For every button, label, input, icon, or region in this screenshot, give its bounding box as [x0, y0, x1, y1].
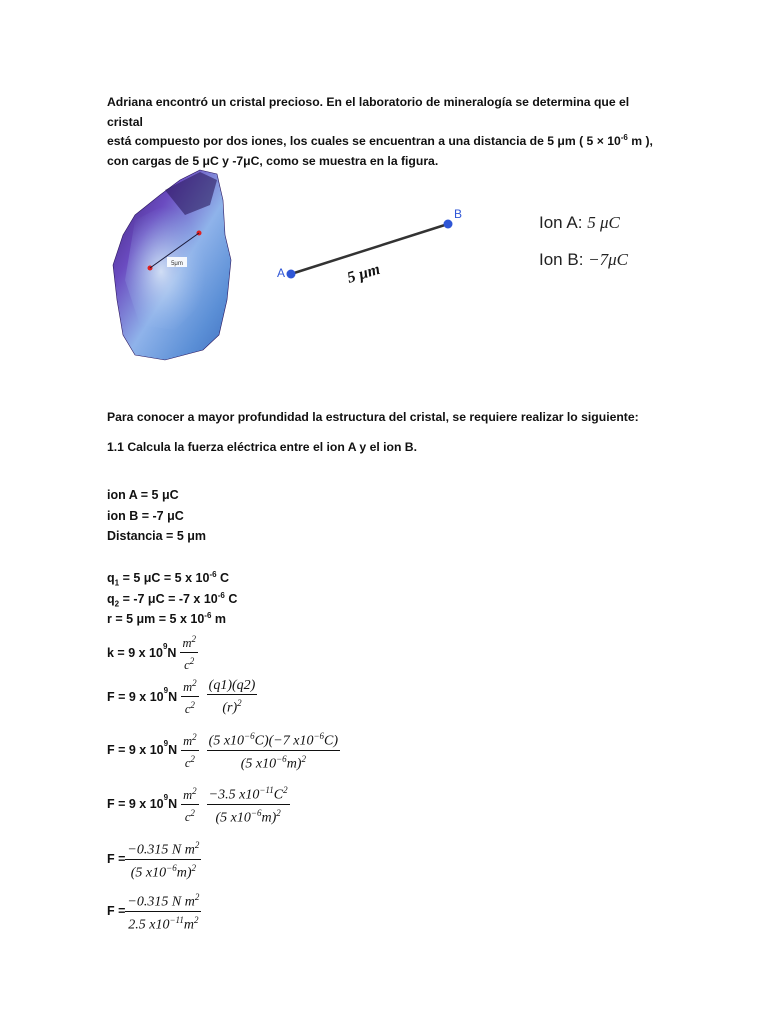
- crystal-image: [113, 170, 231, 360]
- force-equation-3: F = 9 x 10 $^9$ N $\frac{m^2}{c^2}$ $\frac{-3.5 x10^{-11}C^2}{(5 x10^{-6}m)^2}$: [107, 785, 288, 826]
- segment-length-label: 5 μm: [345, 260, 383, 287]
- figure-drawing: [105, 160, 535, 390]
- force-equation-5: F = $\frac{-0.315 N m^2}{2.5 x10^{-11}m^2}$: [107, 892, 200, 933]
- q1-line: $q_1 = 5$ μC = 5 x $10^{-6}$ C: [107, 569, 230, 588]
- force-equation-2: F = 9 x 10 $^9$ N $\frac{m^2}{c^2}$ $\frac{(5 x10^{-6}C)(-7 x10^{-6}C)}{(5 x10^{-6}m)^2}$: [107, 731, 339, 772]
- ion-segment: [277, 207, 462, 287]
- crystal-distance-label: 5μm: [171, 261, 183, 267]
- force-equation-1: F = 9 x 10 $^9$ N $\frac{m^2}{c^2}$ $\frac{(q1)(q2)}{(r)^2}$: [107, 677, 256, 717]
- intro-line-1: Adriana encontró un cristal precioso. En el laboratorio de mineralogía se determina que el cristal: [107, 95, 630, 129]
- q2-line: $q_2 = -7$ μC = -7 x $10^{-6}$ C: [107, 590, 238, 608]
- section-lead: Para conocer a mayor profundidad la estructura del cristal, se requiere realizar lo siguiente:: [107, 410, 639, 424]
- given-ion-a: ion A = 5 μC: [107, 488, 179, 502]
- ion-b-legend: Ion B: −7μC: [539, 250, 628, 269]
- point-a: [287, 270, 296, 279]
- k-equation: k = 9 x 10 $^9$ N $\frac{m^2}{c^2}$: [107, 634, 196, 673]
- converted-values: [107, 568, 237, 630]
- point-b-label: B: [454, 207, 463, 221]
- given-ion-b: ion B = -7 μC: [107, 508, 184, 523]
- intro-line-2: está compuesto por dos iones, los cuales se encuentran a una distancia de 5 μm ( $5 \times 10^{-6}$ m ),: [107, 132, 653, 148]
- crystal-figure: [105, 160, 665, 390]
- r-line: r = 5 μm = 5 x $10^{-6}$ m: [107, 610, 227, 626]
- point-b: [444, 220, 453, 229]
- units-fraction: $\frac{m^2}{c^2}$: [182, 634, 196, 673]
- point-a-label: A: [277, 266, 286, 280]
- task-heading: 1.1 Calcula la fuerza eléctrica entre el ion A y el ion B.: [107, 440, 417, 454]
- force-equation-4: F = $\frac{-0.315 N m^2}{(5 x10^{-6}m)^2}$: [107, 840, 200, 881]
- given-distance: Distancia = 5 μm: [107, 529, 207, 543]
- ion-a-legend: Ion A: 5 μC: [539, 213, 620, 232]
- intro-line-3: con cargas de 5 μC y -7μC, como se muestra en la figura.: [107, 153, 439, 168]
- given-values: [107, 485, 206, 547]
